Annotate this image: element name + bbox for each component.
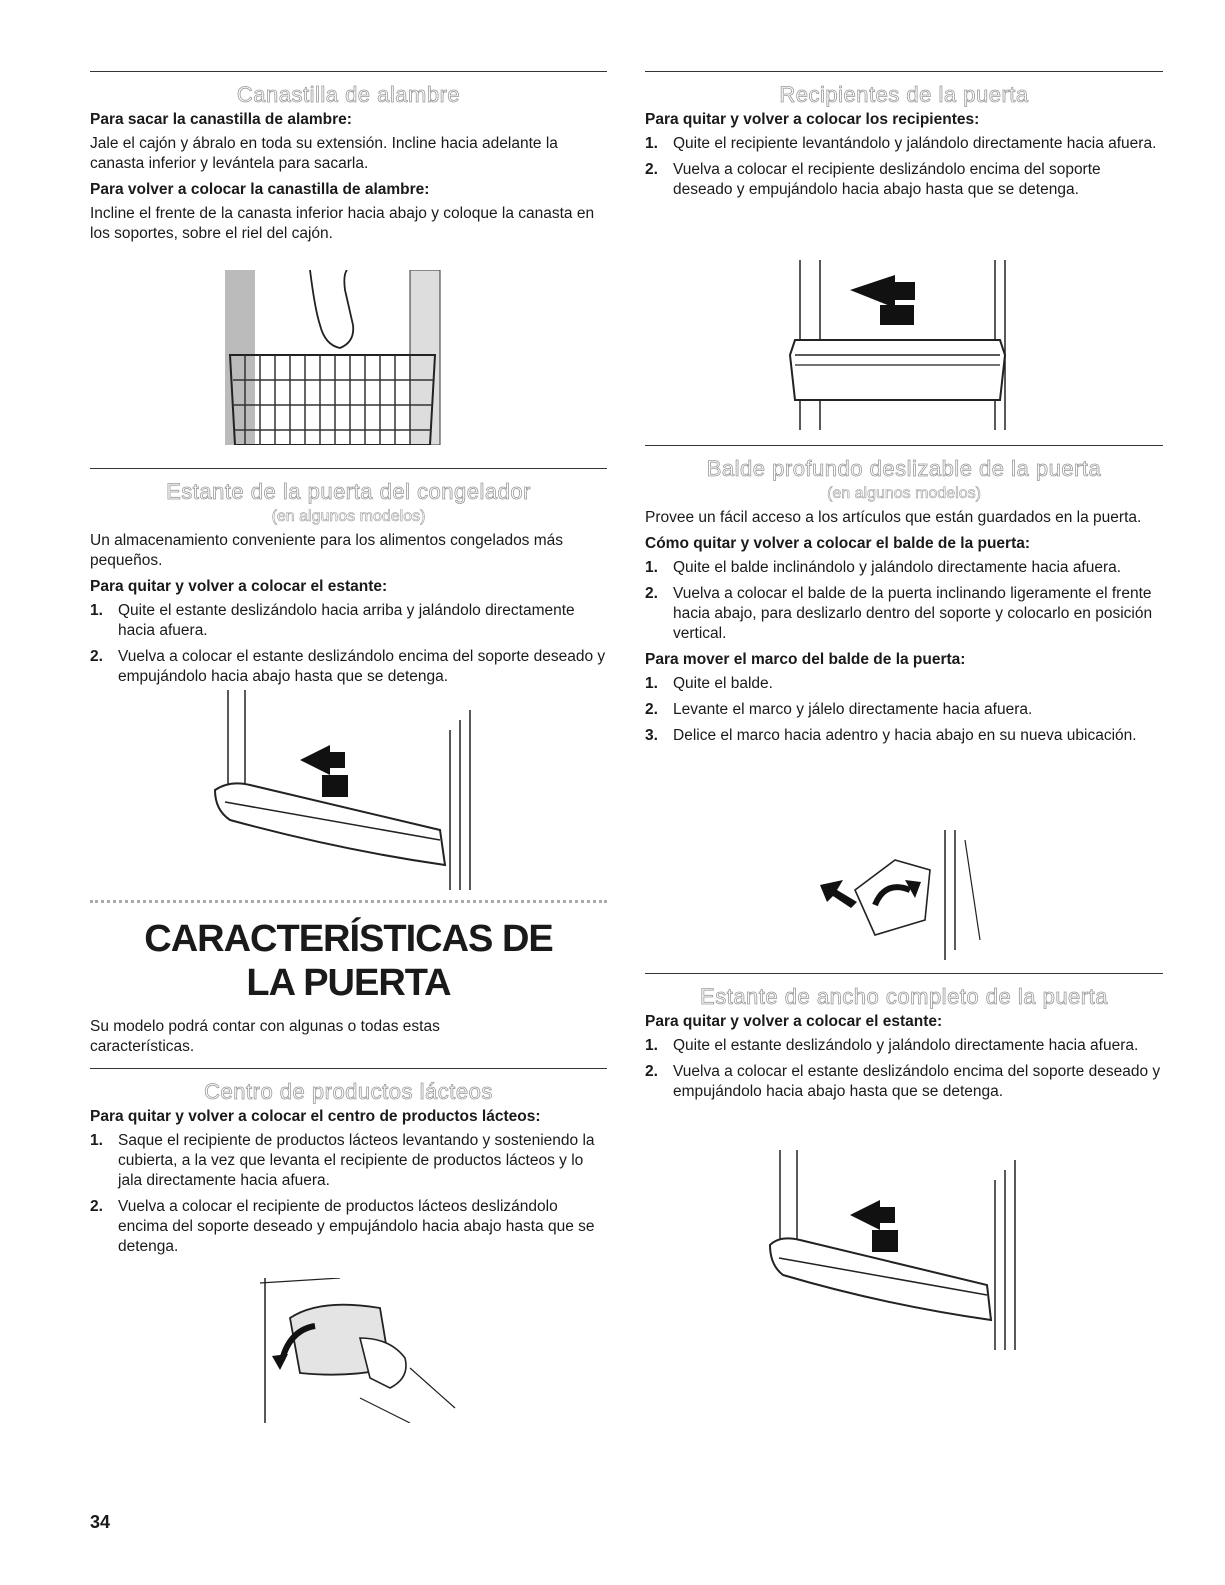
section-title: Recipientes de la puerta <box>779 82 1029 107</box>
steps-list <box>90 601 607 687</box>
full-width-shelf-illustration <box>765 1150 1030 1350</box>
dotted-rule <box>90 900 607 903</box>
section-rule <box>645 71 1163 72</box>
section-rule <box>90 1068 607 1069</box>
list-item: 1. Quite el balde. <box>645 675 773 692</box>
steps-list <box>90 1131 607 1257</box>
section-title: Centro de productos lácteos <box>204 1079 493 1104</box>
instructions-heading: Para quitar y volver a colocar el centro de productos lácteos: <box>90 1108 541 1125</box>
list-item: 2. Vuelva a colocar el balde de la puerta inclinando ligeramente el frente hacia abajo, para deslizarlo dentro del soporte y colocarlo en posición vertical. <box>645 585 1153 642</box>
list-item: 2. Vuelva a colocar el recipiente de productos lácteos deslizándolo encima del soporte deseado y empujándolo hacia abajo hasta que se detenga. <box>90 1198 595 1255</box>
page-title <box>90 917 607 1005</box>
steps-list <box>645 1036 1163 1102</box>
instructions-heading: Cómo quitar y volver a colocar el balde de la puerta: <box>645 535 1031 552</box>
steps-list <box>645 134 1163 200</box>
dairy-center-illustration <box>260 1278 460 1423</box>
list-item: 2. Vuelva a colocar el estante deslizándolo encima del soporte deseado y empujándolo hacia abajo hasta que se detenga. <box>645 1063 1161 1100</box>
deep-door-bucket-section <box>645 445 1163 752</box>
wire-basket-illustration <box>225 270 445 445</box>
door-bins-section <box>645 71 1163 206</box>
door-bin-illustration <box>780 260 1020 430</box>
section-title: Canastilla de alambre <box>236 82 461 107</box>
freezer-shelf-illustration <box>210 690 485 890</box>
list-item: 2. Vuelva a colocar el recipiente deslizándolo encima del soporte deseado y empujándolo hacia abajo hasta que se detenga. <box>645 161 1101 198</box>
freezer-door-shelf-section <box>90 468 607 693</box>
list-item: 1. Quite el balde inclinándolo y jalándolo directamente hacia afuera. <box>645 559 1122 576</box>
list-item: 2. Vuelva a colocar el estante deslizándolo encima del soporte deseado y empujándolo hacia abajo hasta que se detenga. <box>90 648 606 685</box>
section-subtitle: (en algunos modelos) <box>271 508 426 525</box>
list-item: 3. Delice el marco hacia adentro y hacia abajo en su nueva ubicación. <box>645 727 1137 744</box>
replace-text: Incline el frente de la canasta inferior hacia abajo y coloque la canasta en los soportes, sobre el riel del cajón. <box>90 205 595 242</box>
replace-heading: Para volver a colocar la canastilla de alambre: <box>90 181 430 198</box>
dairy-center-section <box>90 1068 607 1263</box>
remove-heading: Para sacar la canastilla de alambre: <box>90 111 352 128</box>
instructions-heading: Para quitar y volver a colocar el estante: <box>645 1013 943 1030</box>
title-line-1: CARACTERÍSTICAS DE <box>144 918 553 960</box>
intro-text: Un almacenamiento conveniente para los alimentos congelados más pequeños. <box>90 532 564 569</box>
section-title: Estante de la puerta del congelador <box>166 479 531 504</box>
list-item: 1. Quite el estante deslizándolo y jalándolo directamente hacia afuera. <box>645 1037 1139 1054</box>
section-rule <box>645 445 1163 446</box>
section-rule <box>90 71 607 72</box>
page-number: 34 <box>90 1512 111 1532</box>
intro-text: Su modelo podrá contar con algunas o todas estas características. <box>90 1018 440 1055</box>
door-features-section <box>90 900 607 1063</box>
section-rule <box>90 468 607 469</box>
frame-steps-list <box>645 674 1163 746</box>
section-title: Estante de ancho completo de la puerta <box>700 984 1108 1009</box>
remove-text: Jale el cajón y ábralo en toda su extensión. Incline hacia adelante la canasta inferior y levántela para sacarla. <box>90 135 558 172</box>
instructions-heading: Para quitar y volver a colocar los recipientes: <box>645 111 980 128</box>
title-line-2: LA PUERTA <box>246 962 451 1004</box>
section-title: Balde profundo deslizable de la puerta <box>706 456 1102 481</box>
list-item: 2. Levante el marco y jálelo directamente hacia afuera. <box>645 701 1033 718</box>
section-rule <box>645 973 1163 974</box>
wire-basket-section <box>90 71 607 250</box>
bucket-frame-illustration <box>815 830 995 960</box>
section-subtitle: (en algunos modelos) <box>827 485 981 502</box>
intro-text: Provee un fácil acceso a los artículos que están guardados en la puerta. <box>645 509 1142 526</box>
frame-heading: Para mover el marco del balde de la puerta: <box>645 651 966 668</box>
list-item: 1. Quite el recipiente levantándolo y jalándolo directamente hacia afuera. <box>645 135 1157 152</box>
list-item: 1. Saque el recipiente de productos lácteos levantando y sosteniendo la cubierta, a la vez que levanta el recipiente de productos lácteos y lo jala directamente hacia afuera. <box>90 1132 595 1189</box>
steps-list <box>645 558 1163 644</box>
full-width-shelf-section <box>645 973 1163 1108</box>
instructions-heading: Para quitar y volver a colocar el estante: <box>90 578 388 595</box>
list-item: 1. Quite el estante deslizándolo hacia arriba y jalándolo directamente hacia afuera. <box>90 602 575 639</box>
